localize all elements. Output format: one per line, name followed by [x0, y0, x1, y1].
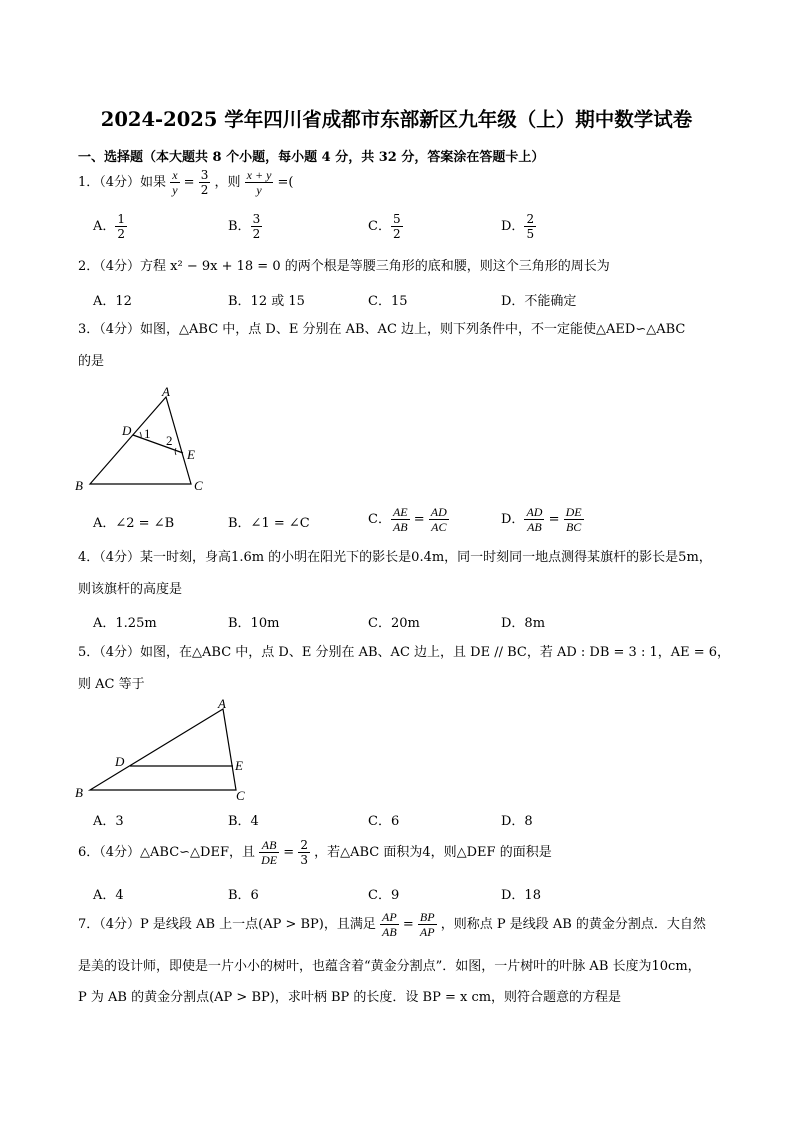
q1-number: 1．（4分）如果 [78, 175, 167, 190]
q2-option-d[interactable]: D．不能确定 [501, 294, 577, 309]
q3-option-c[interactable]: C． $\frac{AE}{AB}$ = $\frac{AD}{AC}$ [368, 505, 447, 534]
q3-triangle-abc [90, 397, 191, 484]
question-1 [78, 168, 294, 197]
question-7-line-1 [78, 910, 706, 939]
q1-end: =( [277, 175, 294, 190]
q4-option-b[interactable]: B．10m [228, 616, 280, 631]
q5-triangle-abc [90, 709, 236, 790]
q3-label-angle-2: 2 [166, 433, 173, 448]
q5-label-b: B [75, 785, 83, 800]
q5-label-e: E [235, 758, 243, 773]
page-title: 2024-2025 学年四川省成都市东部新区九年级（上）期中数学试卷 [100, 108, 693, 131]
q3-option-d[interactable]: D． $\frac{AD}{AB}$ = $\frac{DE}{BC}$ [501, 505, 582, 534]
q5-label-d: D [115, 754, 125, 769]
q7-suffix: ，则称点 P 是线段 AB 的黄金分割点．大自然 [440, 917, 706, 932]
q6-prefix: 6．（4分）△ABC∽△DEF，且 [78, 845, 255, 860]
q3-option-a[interactable]: A．∠2 = ∠B [93, 516, 175, 531]
q3-label-c: C [194, 478, 203, 493]
q4-option-d[interactable]: D．8m [501, 616, 546, 631]
q6-fraction-ab-over-de: $\frac{AB}{DE}$ [261, 838, 278, 867]
q3-angle-2-arc [175, 448, 176, 455]
question-3-line-1: 3．（4分）如图，△ABC 中，点 D、E 分别在 AB、AC 边上，则下列条件中，不一定能使△AED∽△ABC [78, 322, 686, 337]
q3-label-angle-1: 1 [144, 426, 151, 441]
q5-label-a: A [218, 696, 226, 711]
q7-prefix: 7．（4分）P 是线段 AB 上一点(AP > BP)，且满足 [78, 917, 376, 932]
q6-equals: = [283, 845, 295, 860]
q7-equals: = [402, 917, 414, 932]
q7-fraction-ap-over-ab: $\frac{AP}{AB}$ [382, 910, 397, 939]
q5-label-c: C [236, 788, 245, 803]
question-4-line-2: 则该旗杆的高度是 [78, 582, 183, 597]
q2-option-c[interactable]: C．15 [368, 294, 408, 309]
question-5-line-2: 则 AC 等于 [78, 677, 145, 692]
q1-option-b[interactable]: B． $\frac{3}{2}$ [228, 212, 261, 241]
q5-triangle-figure [70, 694, 260, 804]
q3-label-b: B [75, 478, 83, 493]
q5-option-d[interactable]: D．8 [501, 814, 533, 829]
q1-fraction-x-over-y: $\frac{x}{y}$ [172, 168, 178, 197]
q1-equals: = [183, 175, 195, 190]
q6-option-a[interactable]: A．4 [93, 888, 124, 903]
q6-fraction-2-over-3: $\frac{2}{3}$ [300, 838, 308, 867]
q1-option-d[interactable]: D． $\frac{2}{5}$ [501, 212, 535, 241]
q6-suffix: ，若△ABC 面积为4，则△DEF 的面积是 [314, 845, 552, 860]
q4-option-c[interactable]: C．20m [368, 616, 420, 631]
section-heading: 一、选择题（本大题共 8 个小题，每小题 4 分，共 32 分，答案涂在答题卡上） [78, 150, 545, 165]
question-5-line-1: 5．（4分）如图，在△ABC 中，点 D、E 分别在 AB、AC 边上，且 DE // BC，若 AD : DB = 3 : 1，AE = 6， [78, 645, 731, 660]
question-7-line-3: P 为 AB 的黄金分割点(AP > BP)，求叶柄 BP 的长度．设 BP = x cm，则符合题意的方程是 [78, 990, 622, 1005]
question-3-line-2: 的是 [78, 354, 105, 369]
q6-option-b[interactable]: B．6 [228, 888, 259, 903]
q3-triangle-figure [70, 380, 220, 495]
q5-option-b[interactable]: B．4 [228, 814, 259, 829]
question-4-line-1: 4．（4分）某一时刻，身高1.6m 的小明在阳光下的影长是0.4m，同一时刻同一地点测得某旗杆的影长是5m， [78, 550, 712, 565]
q2-option-a[interactable]: A．12 [93, 294, 132, 309]
q1-fraction-xplusy-over-y: $\frac{x + y}{y}$ [246, 168, 272, 197]
q3-label-a: A [162, 384, 170, 399]
q1-option-a[interactable]: A． $\frac{1}{2}$ [93, 212, 126, 241]
q4-option-a[interactable]: A．1.25m [93, 616, 157, 631]
q6-option-c[interactable]: C．9 [368, 888, 400, 903]
q5-option-c[interactable]: C．6 [368, 814, 400, 829]
question-2: 2．（4分）方程 x² − 9x + 18 = 0 的两个根是等腰三角形的底和腰，则这个三角形的周长为 [78, 259, 610, 274]
q1-option-c[interactable]: C． $\frac{5}{2}$ [368, 212, 401, 241]
q7-fraction-bp-over-ap: $\frac{BP}{AP}$ [419, 910, 435, 939]
q3-label-d: D [122, 423, 132, 438]
q1-then: ，则 [214, 175, 241, 190]
q2-option-b[interactable]: B．12 或 15 [228, 294, 305, 309]
q1-fraction-3-over-2: $\frac{3}{2}$ [200, 168, 209, 197]
q5-option-a[interactable]: A．3 [93, 814, 124, 829]
q3-option-b[interactable]: B．∠1 = ∠C [228, 516, 310, 531]
question-6 [78, 838, 552, 867]
question-7-line-2: 是美的设计师，即使是一片小小的树叶，也蕴含着“黄金分割点”．如图，一片树叶的叶脉 AB 长度为10cm， [78, 959, 701, 974]
q6-option-d[interactable]: D．18 [501, 888, 541, 903]
q3-label-e: E [187, 447, 195, 462]
